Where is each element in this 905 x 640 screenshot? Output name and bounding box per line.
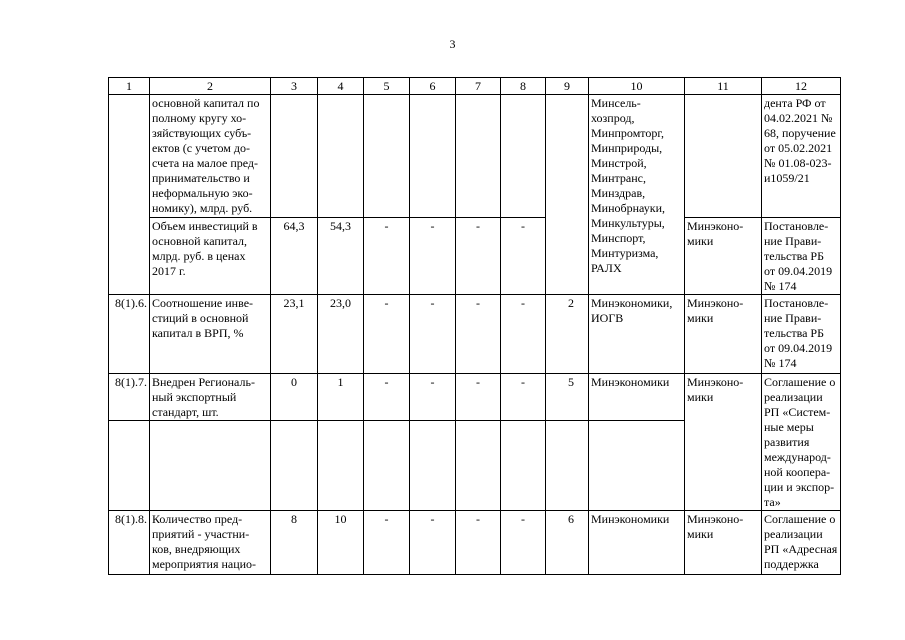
- value-cell: -: [501, 374, 546, 421]
- indicator-name: Количество пред-приятий - участни-ков, внедряющих мероприятия нацио-: [150, 511, 271, 575]
- empty-cell: [410, 421, 456, 511]
- basis-document: дента РФ от 04.02.2021 № 68, поручение от 05.02.2021 № 01.08-023-и1059/21: [762, 95, 841, 218]
- value-cell: 1: [318, 374, 364, 421]
- header-cell: 8: [501, 78, 546, 95]
- table-row: [109, 95, 841, 218]
- coordinator-cell: Минэконо-мики: [685, 218, 762, 295]
- coordinator-cell: Минэконо-мики: [685, 511, 762, 575]
- program-table: [108, 77, 841, 575]
- header-cell: 2: [150, 78, 271, 95]
- row-number-cell: [109, 95, 150, 295]
- value-cell: -: [456, 295, 501, 374]
- responsible-executors: Минэкономики: [589, 511, 685, 575]
- value-cell: 6: [546, 511, 589, 575]
- value-cell: 5: [546, 374, 589, 421]
- table-row: [109, 295, 841, 374]
- value-cell: -: [456, 374, 501, 421]
- header-cell: 4: [318, 78, 364, 95]
- coordinator-cell: Минэконо-мики: [685, 295, 762, 374]
- value-cell: [271, 95, 318, 218]
- value-cell: -: [501, 218, 546, 295]
- indicator-name: Внедрен Региональ-ный экспортный стандарт, шт.: [150, 374, 271, 421]
- empty-cell: [364, 421, 410, 511]
- indicator-name: Объем инвестиций в основной капитал, млрд. руб. в ценах 2017 г.: [150, 218, 271, 295]
- header-row: [109, 78, 841, 95]
- value-cell: -: [501, 295, 546, 374]
- value-cell: 23,0: [318, 295, 364, 374]
- responsible-executors: Минэкономики, ИОГВ: [589, 295, 685, 374]
- header-cell: 1: [109, 78, 150, 95]
- value-cell: -: [410, 511, 456, 575]
- basis-document: Соглашение о реализации РП «Адресная поддержка: [762, 511, 841, 575]
- value-cell: [501, 95, 546, 218]
- header-cell: 6: [410, 78, 456, 95]
- header-cell: 7: [456, 78, 501, 95]
- value-cell: -: [364, 511, 410, 575]
- value-cell: -: [364, 295, 410, 374]
- table-row: [109, 218, 841, 295]
- empty-cell: [109, 421, 150, 511]
- value-cell: [456, 95, 501, 218]
- value-cell: [318, 95, 364, 218]
- value-cell: 8: [271, 511, 318, 575]
- value-cell: 2: [546, 295, 589, 374]
- value-cell: -: [456, 218, 501, 295]
- value-cell: 23,1: [271, 295, 318, 374]
- indicator-name: основной капитал по полному кругу хо-зяйствующих субъ-ектов (с учетом до-счета на малое пред-принимательство и неформальную эко-номику), млрд. руб.: [150, 95, 271, 218]
- value-cell: -: [456, 511, 501, 575]
- table-row: [109, 421, 841, 511]
- value-cell: [364, 95, 410, 218]
- empty-cell: [546, 421, 589, 511]
- page-number: 3: [449, 37, 456, 51]
- basis-document: Соглашение о реализации РП «Систем-ные меры развития международ-ной коопера-ции и экспор-та»: [762, 374, 841, 511]
- indicator-name: Соотношение инве-стиций в основной капитал в ВРП, %: [150, 295, 271, 374]
- value-cell: [546, 95, 589, 295]
- value-cell: 64,3: [271, 218, 318, 295]
- basis-document: Постановле-ние Прави-тельства РБ от 09.04.2019 № 174: [762, 295, 841, 374]
- coordinator-cell: Минэконо-мики: [685, 374, 762, 421]
- coordinator-cell: [685, 95, 762, 218]
- value-cell: -: [410, 374, 456, 421]
- empty-cell: [271, 421, 318, 511]
- value-cell: 10: [318, 511, 364, 575]
- row-number-cell: 8(1).8.: [109, 511, 150, 575]
- empty-cell: [150, 421, 271, 511]
- responsible-executors: Минсель-хозпрод, Минпромторг, Минприроды, Минстрой, Минтранс, Минздрав, Минобрнауки, Минкультуры, Минспорт, Минтуризма, РАЛХ: [589, 95, 685, 295]
- header-cell: 5: [364, 78, 410, 95]
- header-cell: 10: [589, 78, 685, 95]
- value-cell: -: [364, 218, 410, 295]
- value-cell: -: [410, 295, 456, 374]
- row-number-cell: 8(1).7.: [109, 374, 150, 421]
- empty-cell: [589, 421, 685, 511]
- table-row: [109, 511, 841, 575]
- value-cell: -: [364, 374, 410, 421]
- value-cell: 0: [271, 374, 318, 421]
- value-cell: -: [410, 218, 456, 295]
- value-cell: 54,3: [318, 218, 364, 295]
- row-number-cell: 8(1).6.: [109, 295, 150, 374]
- empty-cell: [501, 421, 546, 511]
- empty-cell: [456, 421, 501, 511]
- basis-document: Постановле-ние Прави-тельства РБ от 09.04.2019 № 174: [762, 218, 841, 295]
- value-cell: [410, 95, 456, 218]
- header-cell: 9: [546, 78, 589, 95]
- header-cell: 11: [685, 78, 762, 95]
- table-row: [109, 374, 841, 421]
- empty-cell: [685, 421, 762, 511]
- empty-cell: [318, 421, 364, 511]
- header-cell: 3: [271, 78, 318, 95]
- header-cell: 12: [762, 78, 841, 95]
- responsible-executors: Минэкономики: [589, 374, 685, 421]
- value-cell: -: [501, 511, 546, 575]
